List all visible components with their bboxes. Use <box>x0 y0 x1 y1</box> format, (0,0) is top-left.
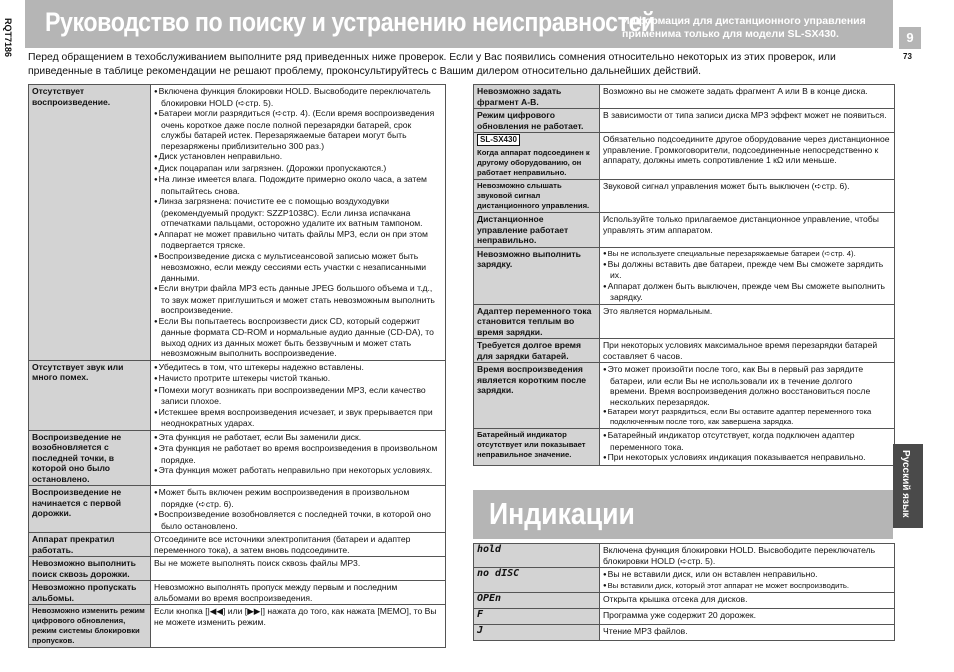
problem-cell: Отсутствует воспроизведение. <box>29 85 151 361</box>
solution-cell: Возможно вы не сможете задать фрагмент A или B в конце диска. <box>600 85 895 109</box>
list-item: ● Батареи могли разрядиться (➪стр. 4). (Если время воспроизведения очень короткое даже после полной перезарядки батарей, срок службы батарей истек. Перезаряжаемые батареи могут быть перезаряжены приблизительно 300 раз.) <box>154 108 442 151</box>
display-indication: hold <box>474 544 600 568</box>
list-item: ● Эта функция не работает, если Вы заменили диск. <box>154 432 442 444</box>
problem-cell: Невозможно изменить режим цифрового обновления, режим системы блокировки пропусков. <box>29 605 151 648</box>
problem-cell <box>474 133 600 180</box>
solution-cell: Звуковой сигнал управления может быть выключен (➪стр. 6). <box>600 180 895 213</box>
language-tab <box>893 444 923 528</box>
problem-text: Когда аппарат подсоединен к другому оборудованию, он работает неправильно. <box>477 148 590 177</box>
solution-cell: Используйте только прилагаемое дистанционное управление, чтобы управлять этим аппаратом. <box>600 213 895 248</box>
list-item: ● Начисто протрите штекеры чистой тканью. <box>154 373 442 385</box>
indication-description: Включена функция блокировки HOLD. Выcвободите переключатель блокировки HOLD (➪стр. 5). <box>600 544 895 568</box>
indications-banner <box>473 490 893 539</box>
solution-cell <box>600 429 895 466</box>
remote-control-note: Информация для дистанционного управления применима только для модели SL-SX430. <box>622 15 866 40</box>
list-item: ● Батарейный индикатор отсутствует, когда подключен адаптер переменного тока. <box>603 430 891 452</box>
solution-cell: При некоторых условиях максимальное время перезарядки батарей составляет 6 часов. <box>600 339 895 363</box>
list-item: ● Батареи могут разрядиться, если Вы оставите адаптер переменного тока подключенным после того, как завершена зарядка. <box>603 407 891 427</box>
indication-description: Чтение MP3 файлов. <box>600 624 895 640</box>
table-row <box>474 363 895 429</box>
problem-cell: Невозможно задать фрагмент A-B. <box>474 85 600 109</box>
display-indication: no dISC <box>474 568 600 593</box>
list-item: ● Убедитесь в том, что штекеры надежно вставлены. <box>154 362 442 374</box>
problem-cell: Требуется долгое время для зарядки батарей. <box>474 339 600 363</box>
problem-cell: Воспроизведение не возобновляется с последней точки, в которой оно было остановлено. <box>29 430 151 486</box>
problem-cell: Аппарат прекратил работать. <box>29 533 151 557</box>
list-item: ● Диск установлен неправильно. <box>154 151 442 163</box>
problem-cell: Невозможно выполнить поиск сквозь дорожки. <box>29 557 151 581</box>
table-row <box>29 486 446 533</box>
table-row <box>29 533 446 557</box>
language-label: Русский язык <box>900 450 911 518</box>
intro-text: Перед обращением в техобслуживанием выполните ряд приведенных ниже проверок. Если у Вас появились сомнения относительно некоторых из этих проверок, или приведенные в таблице рекомендации не решают проблему, проконсультируйтесь с Вашим дилером относительно дальнейших действий. <box>28 52 836 77</box>
table-row <box>474 544 895 568</box>
table-row <box>29 85 446 361</box>
model-badge: SL-SX430 <box>477 134 520 146</box>
table-row <box>474 109 895 133</box>
display-indication: J <box>474 624 600 640</box>
table-row <box>29 360 446 430</box>
problem-cell: Невозможно пропускать альбомы. <box>29 581 151 605</box>
list-item: ● Истекшее время воспроизведения исчезает, и звук прерывается при неоднократных ударах. <box>154 407 442 429</box>
list-item: ● Воспроизведение диска с мультисеансовой записью может быть невозможно, если между сессиями есть участки с незаписанными данными. <box>154 251 442 284</box>
title-banner <box>25 0 893 48</box>
solution-cell: Невозможно выполнять пропуск между первым и последним альбомами во время воспроизведения. <box>151 581 446 605</box>
solution-cell: Обязательно подсоедините другое оборудование через дистанционное управление. Громкоговорители, подсоединенные непосредственно к аппарату, должны иметь сопротивление 1 кΩ или меньше. <box>600 133 895 180</box>
solution-cell <box>151 430 446 486</box>
table-row <box>474 568 895 593</box>
troubleshooting-table-left <box>28 84 446 648</box>
list-item: ● Это может произойти после того, как Вы в первый раз зарядите батареи, или если Вы не использовали их в течение долгого времени. Время воспроизведения должно восстановиться после нескольких перезарядок. <box>603 364 891 407</box>
list-item: ● Эта функция может работать неправильно при некоторых условиях. <box>154 465 442 477</box>
indications-table <box>473 543 895 641</box>
table-row <box>29 557 446 581</box>
solution-cell <box>151 360 446 430</box>
list-item: ● Аппарат должен быть выключен, прежде чем Вы сможете выполнить зарядку. <box>603 281 891 303</box>
indication-description <box>600 568 895 593</box>
table-row <box>474 304 895 339</box>
solution-cell <box>151 85 446 361</box>
display-indication: OPEn <box>474 592 600 608</box>
table-row <box>29 430 446 486</box>
problem-cell: Адаптер переменного тока становится теплым во время зарядки. <box>474 304 600 339</box>
table-row <box>474 247 895 304</box>
problem-cell: Режим цифрового обновления не работает. <box>474 109 600 133</box>
problem-cell: Отсутствует звук или много помех. <box>29 360 151 430</box>
problem-cell: Батарейный индикатор отсутствует или показывает неправильное значение. <box>474 429 600 466</box>
problem-cell: Невозможно слышать звуковой сигнал дистанционного управления. <box>474 180 600 213</box>
problem-cell: Время воспроизведения является коротким после зарядки. <box>474 363 600 429</box>
section-title: Индикации <box>489 496 635 531</box>
list-item: ● Линза загрязнена: почистите ее с помощью воздуходувки (рекомендуемый продукт: SZZP1038C). Если линза испачкана отпечатками пальцами, осторожно удалите их ватным тампоном. <box>154 196 442 229</box>
table-row <box>474 180 895 213</box>
list-item: ● Эта функция не работает во время воспроизведения в произвольном порядке. <box>154 443 442 465</box>
troubleshooting-table-right <box>473 84 895 466</box>
list-item: ● Вы не вставили диск, или он вставлен неправильно. <box>603 569 891 581</box>
solution-cell: Вы не можете выполнять поиск сквозь файлы MP3. <box>151 557 446 581</box>
table-row <box>474 429 895 466</box>
list-item: ● Вы не используете специальные перезаряжаемые батареи (➪стр. 4). <box>603 249 891 259</box>
document-code: RQT7186 <box>3 18 13 58</box>
table-row <box>474 213 895 248</box>
table-row <box>29 605 446 648</box>
table-row <box>29 581 446 605</box>
table-row <box>474 339 895 363</box>
list-item: ● Вы должны вставить две батареи, прежде чем Вы сможете зарядить их. <box>603 259 891 281</box>
list-item: ● Помехи могут возникать при воспроизведении MP3, если качество записи плохое. <box>154 385 442 407</box>
indication-description: Открыта крышка отсека для дисков. <box>600 592 895 608</box>
solution-cell: Отсоедините все источники электропитания (батареи и адаптер переменного тока), а затем вновь подсоедините. <box>151 533 446 557</box>
list-item: ● Может быть включен режим воспроизведения в произвольном порядке (➪стр. 6). <box>154 487 442 509</box>
table-row <box>474 608 895 624</box>
page-number: 9 <box>899 27 921 49</box>
solution-cell: В зависимости от типа записи диска MP3 эффект может не появиться. <box>600 109 895 133</box>
display-indication: F <box>474 608 600 624</box>
list-item: ● Включена функция блокировки HOLD. Выcвободите переключатель блокировки HOLD (➪стр. 5). <box>154 86 442 108</box>
list-item: ● Аппарат не может правильно читать файлы MP3, если он при этом подвергается тряске. <box>154 229 442 251</box>
list-item: ● Если Вы попытаетесь воспроизвести диск CD, который содержит данные формата CD-ROM и нормальные аудио данные (CD-DA), то выход одних из данных может быть беззвучным и может стать невозможным выполнить воспроизведение. <box>154 316 442 359</box>
table-row <box>474 133 895 180</box>
list-item: ● Воспроизведение возобновляется с последней точки, в которой оно было остановлено. <box>154 509 442 531</box>
solution-cell: Если кнопка [|◀◀] или [▶▶|] нажата до того, как нажата [MEMO], то Вы не можете изменить режим. <box>151 605 446 648</box>
problem-cell: Воспроизведение не начинается с первой дорожки. <box>29 486 151 533</box>
solution-cell: Это является нормальным. <box>600 304 895 339</box>
page-title: Руководство по поиску и устранению неисправностей <box>45 7 655 37</box>
page-subnumber: 73 <box>903 52 912 61</box>
table-row <box>474 592 895 608</box>
solution-cell <box>600 247 895 304</box>
solution-cell <box>600 363 895 429</box>
list-item: ● На линзе имеется влага. Подождите примерно около часа, а затем попытайтесь снова. <box>154 174 442 196</box>
problem-cell: Дистанционное управление работает неправильно. <box>474 213 600 248</box>
list-item: ● Если внутри файла MP3 есть данные JPEG большого объема и т.д., то звук может приглушиться и может стать невозможным выполнить воспроизведение. <box>154 283 442 316</box>
list-item: ● При некоторых условиях индикация показывается неправильно. <box>603 452 891 464</box>
list-item: ● Вы вставили диск, который этот аппарат не может воспроизводить. <box>603 581 891 591</box>
list-item: ● Диск поцарапан или загрязнен. (Дорожки пропускаются.) <box>154 163 442 175</box>
problem-cell: Невозможно выполнить зарядку. <box>474 247 600 304</box>
indication-description: Программа уже содержит 20 дорожек. <box>600 608 895 624</box>
table-row <box>474 624 895 640</box>
table-row <box>474 85 895 109</box>
solution-cell <box>151 486 446 533</box>
